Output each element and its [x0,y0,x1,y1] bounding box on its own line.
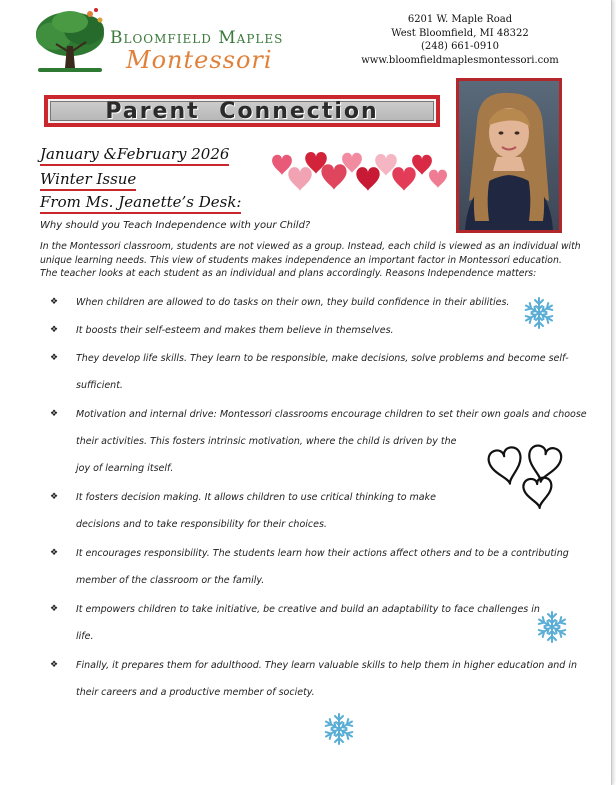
hearts-decoration-icon [270,150,450,196]
teacher-portrait-icon [459,81,559,230]
bullet-mark-icon: ❖ [50,604,59,614]
list-item-line: joy of learning itself. [76,463,174,474]
snowflake-icon [522,296,556,330]
issue-date: January &February 2026 [40,145,229,166]
bullet-mark-icon: ❖ [50,353,59,363]
school-logo [30,6,290,78]
article-intro: In the Montessori classroom, students are not viewed as a group. Instead, each child is viewed as an individual with unique learning needs. This view of students makes independence an important factor in Montessori education. The teacher looks at each student as an individual and plans accordingly. Reasons Independence matters: [40,241,581,279]
list-item [50,540,569,594]
tree-logo-icon [30,6,110,78]
bullet-mark-icon: ❖ [50,492,59,502]
banner-title: Parent Connection [105,98,379,124]
list-item-line: Motivation and internal drive: Montessori classrooms encourage children to set their own goals and choose [76,409,587,420]
address-city: West Bloomfield, MI 48322 [391,27,529,39]
list-item-line: life. [76,631,94,642]
address-street: 6201 W. Maple Road [407,14,513,25]
list-item-line: sufficient. [76,380,123,391]
address-website: www.bloomfieldmaplesmontessori.com [361,54,559,66]
snowflake-icon [535,610,569,644]
parent-connection-banner [44,95,440,127]
list-item-line: their careers and a productive member of society. [76,687,315,698]
list-item-line: When children are allowed to do tasks on their own, they build confidence in their abilities. [76,297,510,308]
snowflake-icon [322,712,356,746]
outline-hearts-icon [484,440,574,516]
bullet-mark-icon: ❖ [50,325,59,335]
list-item-line: member of the classroom or the family. [76,575,265,586]
list-item [50,317,394,344]
list-item-line: They develop life skills. They learn to be responsible, make decisions, solve problems and become self- [76,353,569,364]
list-item [50,484,436,538]
address-phone: (248) 661-0910 [421,41,499,52]
school-subtitle: Montessori [126,46,273,74]
list-item-line: It empowers children to take initiative, be creative and build an adaptability to face challenges in [76,604,540,615]
issue-season: Winter Issue [40,170,136,191]
list-item [50,596,540,650]
list-item-line: It encourages responsibility. The students learn how their actions affect others and to be a contributing [76,548,569,559]
list-item [50,652,577,706]
list-item-line: Finally, it prepares them for adulthood. They learn valuable skills to help them in higher education and in [76,660,577,671]
bullet-mark-icon: ❖ [50,297,59,307]
school-address [350,13,570,67]
list-item-line: decisions and to take responsibility for their choices. [76,519,327,530]
desk-heading: From Ms. Jeanette’s Desk: [40,193,241,214]
school-name: Bloomfield Maples [110,28,284,48]
bullet-mark-icon: ❖ [50,409,59,419]
list-item-line: their activities. This fosters intrinsic motivation, where the child is driven by the [76,436,457,447]
article-question: Why should you Teach Independence with your Child? [40,220,311,231]
teacher-photo [456,78,562,233]
bullet-mark-icon: ❖ [50,548,59,558]
list-item [50,345,569,399]
list-item-line: It fosters decision making. It allows children to use critical thinking to make [76,492,436,503]
list-item-line: It boosts their self-esteem and makes them believe in themselves. [76,325,394,336]
bullet-mark-icon: ❖ [50,660,59,670]
list-item [50,289,510,316]
